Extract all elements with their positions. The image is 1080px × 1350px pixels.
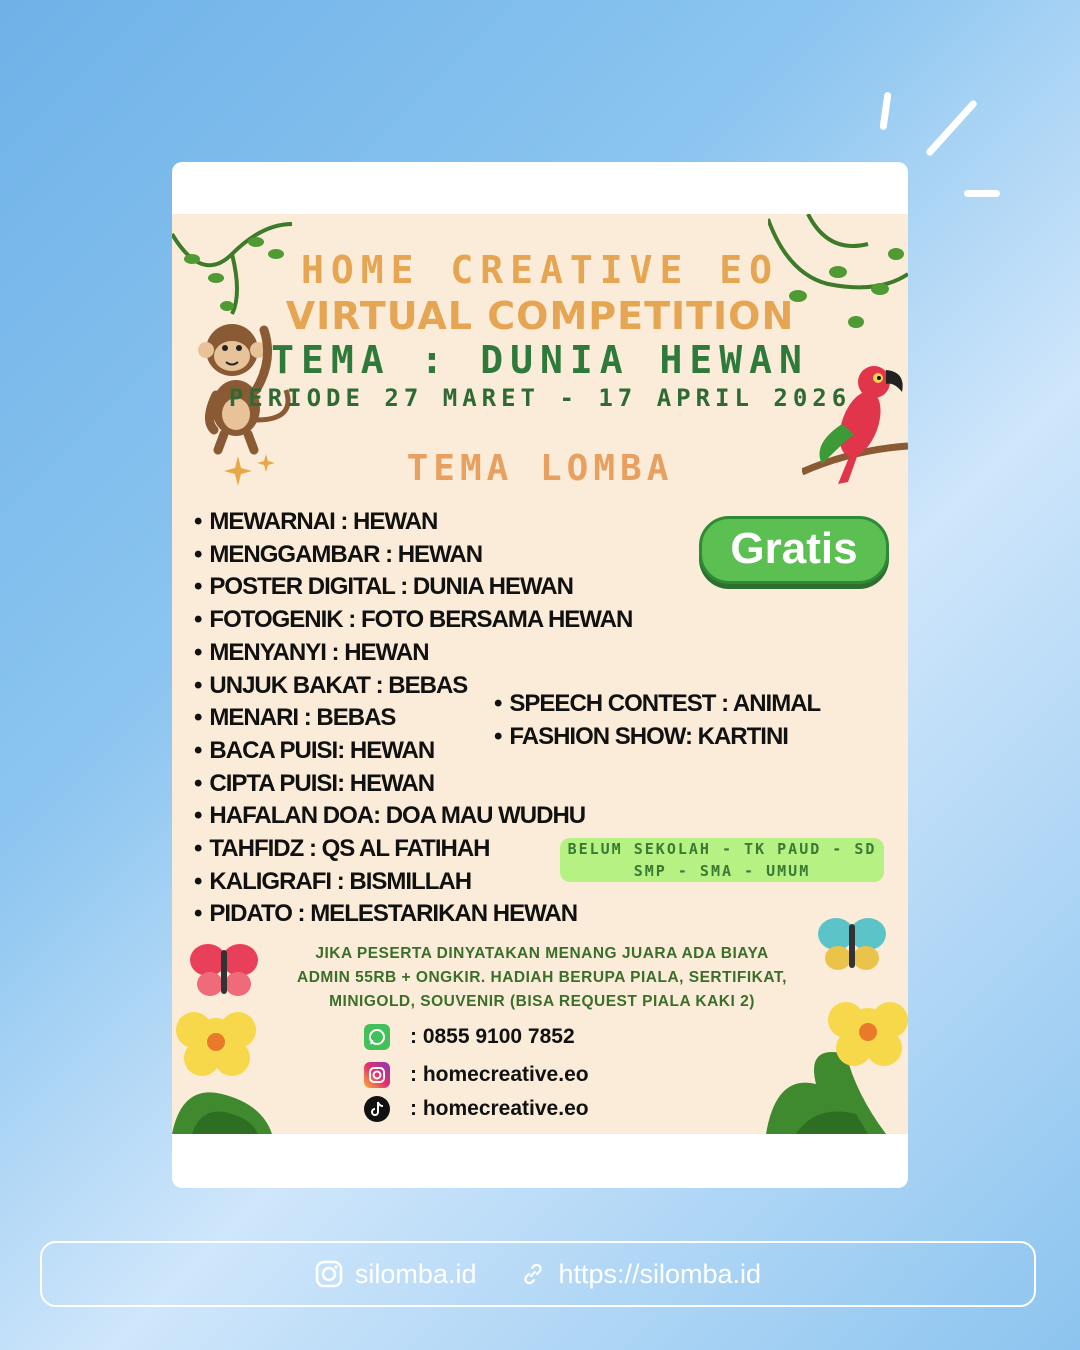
footer-bar [40,1241,1036,1307]
list-item: • HAFALAN DOA: DOA MAU WUDHU [194,800,632,833]
competition-poster [172,214,908,1134]
footer-website-link[interactable] [520,1259,761,1290]
note-line: MINIGOLD, SOUVENIR (BISA REQUEST PIALA KAKI 2) [329,993,755,1010]
list-item: • KALIGRAFI : BISMILLAH [194,866,632,899]
list-item: • MENGGAMBAR : HEWAN [194,539,632,572]
theme-title: TEMA : DUNIA HEWAN [271,338,809,382]
list-item: • CIPTA PUISI: HEWAN [194,768,632,801]
list-item: • FOTOGENIK : FOTO BERSAMA HEWAN [194,604,632,637]
prize-note [252,942,832,1014]
post-card [172,162,908,1188]
note-line: JIKA PESERTA DINYATAKAN MENANG JUARA ADA BIAYA [315,945,769,962]
tiktok-contact [364,1094,589,1124]
organizer-title: HOME CREATIVE EO [300,248,780,292]
list-item: • UNJUK BAKAT : BEBAS [194,670,632,703]
level-line: BELUM SEKOLAH - TK PAUD - SD [567,840,877,858]
footer-instagram-text: silomba.id [354,1258,477,1289]
flower-left-illustration [172,994,282,1134]
list-item: • MEWARNAI : HEWAN [194,506,632,539]
list-item: • BACA PUISI: HEWAN [194,735,632,768]
list-item: • PIDATO : MELESTARIKAN HEWAN [194,898,632,931]
instagram-handle: : homecreative.eo [410,1063,589,1086]
level-line: SMP - SMA - UMUM [633,862,811,880]
whatsapp-number: : 0855 9100 7852 [410,1025,575,1048]
instagram-icon [315,1260,343,1288]
participant-level-badge [560,838,884,882]
whatsapp-contact [364,1022,575,1052]
tiktok-handle: : homecreative.eo [410,1097,589,1120]
sparkle-stroke [925,99,978,157]
competition-list-extra [494,688,820,753]
tiktok-icon [364,1096,390,1122]
footer-website-text: https://silomba.id [558,1258,762,1289]
period-text: PERIODE 27 MARET - 17 APRIL 2026 [228,384,852,412]
instagram-contact [364,1060,589,1090]
note-line: ADMIN 55RB + ONGKIR. HADIAH BERUPA PIALA, SERTIFIKAT, [297,969,787,986]
sparkle-stroke [879,92,891,131]
footer-instagram-link[interactable] [315,1259,477,1290]
event-title: VIRTUAL COMPETITION [285,294,795,338]
sparkle-stroke [964,190,1000,197]
whatsapp-icon [364,1024,390,1050]
link-icon [520,1261,546,1287]
list-item: • MENYANYI : HEWAN [194,637,632,670]
list-item: • POSTER DIGITAL : DUNIA HEWAN [194,571,632,604]
free-badge: Gratis [699,516,889,584]
section-title: TEMA LOMBA [406,448,674,489]
list-item: • SPEECH CONTEST : ANIMAL [494,688,820,721]
list-item: • FASHION SHOW: KARTINI [494,721,820,754]
instagram-icon [364,1062,390,1088]
list-item: • MENARI : BEBAS [194,702,632,735]
list-item: • TAHFIDZ : QS AL FATIHAH [194,833,632,866]
